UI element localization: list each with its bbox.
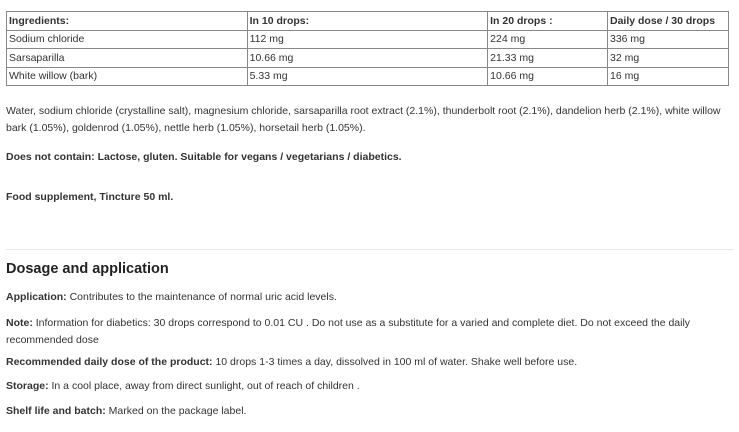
- section-title: Dosage and application: [6, 261, 169, 277]
- table-header-row: [7, 12, 729, 31]
- supplement-text: Food supplement, Tincture 50 ml.: [6, 191, 174, 203]
- recommended-text: 10 drops 1-3 times a day, dissolved in 100 ml of water. Shake well before use.: [212, 356, 578, 368]
- note-label: Note:: [6, 317, 33, 329]
- storage-label: Storage:: [6, 380, 49, 392]
- note-paragraph: [6, 315, 729, 348]
- table-cell: 5.33 mg: [247, 67, 488, 86]
- application-label: Application:: [6, 291, 67, 303]
- table-cell: 224 mg: [488, 30, 608, 49]
- note-text: Information for diabetics: 30 drops correspond to 0.01 CU . Do not use as a substitute for a varied and complete diet. Do not exceed the daily recommended dose: [6, 317, 691, 346]
- table-cell: 16 mg: [608, 67, 729, 86]
- does-not-contain-text: Does not contain: Lactose, gluten. Suitable for vegans / vegetarians / diabetics.: [6, 151, 402, 163]
- application-paragraph: [6, 289, 729, 306]
- table-cell: 10.66 mg: [488, 67, 608, 86]
- table-cell: White willow (bark): [7, 67, 248, 86]
- header-ingredients: Ingredients:: [7, 12, 248, 31]
- table-cell: 112 mg: [247, 30, 488, 49]
- composition-text: Water, sodium chloride (crystalline salt), magnesium chloride, sarsaparilla root extract (2.1%), thunderbolt root (2.1%), dandelion herb (2.1%), white willow bark (1.05%), goldenrod (1.05%), nettle herb (1.05%), horsetail herb (1.05%).: [6, 105, 721, 134]
- application-text: Contributes to the maintenance of normal uric acid levels.: [66, 291, 337, 303]
- header-20-drops: In 20 drops :: [488, 12, 608, 31]
- table-row: [7, 30, 729, 49]
- header-10-drops: In 10 drops:: [247, 12, 488, 31]
- recommended-label: Recommended daily dose of the product:: [6, 356, 213, 368]
- shelf-label: Shelf life and batch:: [6, 405, 106, 417]
- section-divider: [6, 249, 733, 250]
- table-row: [7, 67, 729, 86]
- ingredients-table: [6, 11, 729, 86]
- table-cell: 32 mg: [608, 49, 729, 68]
- table-row: [7, 49, 729, 68]
- storage-paragraph: [6, 378, 729, 395]
- table-cell: 10.66 mg: [247, 49, 488, 68]
- shelf-text: Marked on the package label.: [105, 405, 247, 417]
- table-cell: 336 mg: [608, 30, 729, 49]
- recommended-dose-paragraph: [6, 354, 729, 371]
- storage-text: In a cool place, away from direct sunlight, out of reach of children .: [48, 380, 360, 392]
- table-cell: 21.33 mg: [488, 49, 608, 68]
- header-daily-dose: Daily dose / 30 drops: [608, 12, 729, 31]
- table-cell: Sodium chloride: [7, 30, 248, 49]
- shelf-life-paragraph: [6, 403, 729, 420]
- table-cell: Sarsaparilla: [7, 49, 248, 68]
